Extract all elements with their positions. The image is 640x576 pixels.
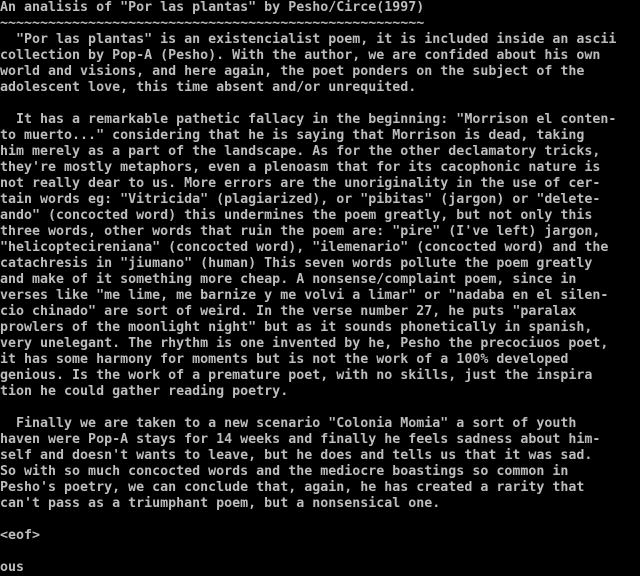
para2-line: three words, other words that ruin the poem are: "pire" (I've left) jargon, — [0, 224, 601, 239]
para2-line: very unelegant. The rhythm is one invented by he, Pesho the precociuos poet, — [0, 336, 609, 351]
para2-line: ando" (concocted word) this undermines the poem greatly, but not only this — [0, 208, 593, 223]
para2-line: verses like "me lime, me barnize y me volvi a limar" or "nadaba en el silen- — [0, 288, 609, 303]
para1-line: "Por las plantas" is an existencialist poem, it is included inside an ascii — [0, 32, 617, 47]
para2-line: catachresis in "jiumano" (human) This seven words pollute the poem greatly — [0, 256, 593, 271]
blank-line — [0, 96, 640, 112]
title-underline: ~~~~~~~~~~~~~~~~~~~~~~~~~~~~~~~~~~~~~~~~~~~~~~~~~~~~~ — [0, 16, 425, 31]
blank-line — [0, 544, 640, 560]
blank-line — [0, 400, 640, 416]
para2-line: it has some harmony for moments but is not the work of a 100% developed — [0, 352, 569, 367]
para3-line: Finally we are taken to a new scenario "Colonia Momia" a sort of youth — [0, 416, 577, 431]
para3-line: self and doesn't wants to leave, but he does and tells us that it was sad. — [0, 448, 593, 463]
eof-marker: <eof> — [0, 528, 41, 543]
para1-line: world and visions, and here again, the poet ponders on the subject of the — [0, 64, 585, 79]
para2-line: tain words eg: "Vitricida" (plagiarized), or "pibitas" (jargon) or "delete- — [0, 192, 601, 207]
para2-line: and make of it something more cheap. A nonsense/complaint poem, since in — [0, 272, 577, 287]
para2-line: It has a remarkable pathetic fallacy in the beginning: "Morrison el conten- — [0, 112, 617, 127]
para2-line: "helicoptecireniana" (concocted word), "ilemenario" (concocted word) and the — [0, 240, 609, 255]
para3-line: Pesho's poetry, we can conclude that, again, he has created a rarity that — [0, 480, 585, 495]
para3-line: can't pass as a triumphant poem, but a nonsensical one. — [0, 496, 441, 511]
para2-line: prowlers of the moonlight night" but as it sounds phonetically in spanish, — [0, 320, 593, 335]
para2-line: genious. Is the work of a premature poet, with no skills, just the inspira — [0, 368, 593, 383]
para2-line: to muerto..." considering that he is saying that Morrison is dead, taking — [0, 128, 585, 143]
para1-line: collection by Pop-A (Pesho). With the author, we are confided about his own — [0, 48, 601, 63]
para2-line: they're mostly metaphors, even a plenoasm that for its cacophonic nature is — [0, 160, 601, 175]
para3-line: haven were Pop-A stays for 14 weeks and finally he feels sadness about him- — [0, 432, 601, 447]
para1-line: adolescent love, this time absent and/or unrequited. — [0, 80, 417, 95]
document-title-line: An analisis of "Por las plantas" by Pesho/Circe(1997) — [0, 0, 425, 15]
blank-line — [0, 512, 640, 528]
para2-line: not really dear to us. More errors are the unoriginality in the use of cer- — [0, 176, 601, 191]
para2-line: cio chinado" are sort of weird. In the verse number 27, he puts "paralax — [0, 304, 577, 319]
para3-line: So with so much concocted words and the mediocre boastings so common in — [0, 464, 569, 479]
para2-line: him merely as a part of the landscape. As for the other declamatory tricks, — [0, 144, 601, 159]
para2-line: tion he could gather reading poetry. — [0, 384, 289, 399]
status-fragment: ous — [0, 560, 25, 575]
